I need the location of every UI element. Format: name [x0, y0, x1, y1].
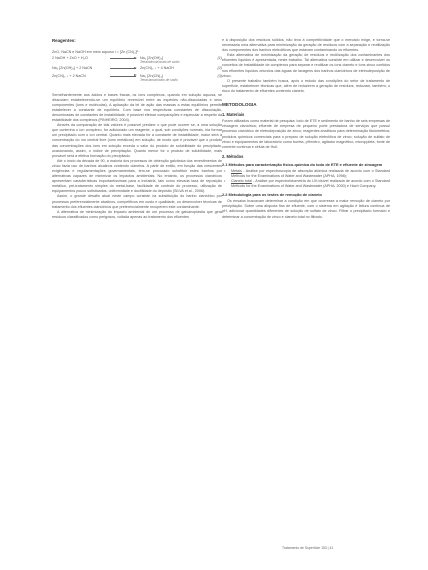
list-item: [222, 179, 390, 189]
reaction-3-lhs: Zn(CN)₂ ↓ + 2 NaCN: [52, 73, 86, 78]
reaction-3-rhs: Na₂ [Zn(CN)₄]: [140, 73, 163, 78]
paragraph: Através da comparação de tais valores é possível predizer o que pode ocorrer se, a uma solução que contenha o íon complexo, for adicionado um reagente, o qual, sob condições normais, iria formar um precipitado com o íon central. Quanto mais elevada for a constante de instabilidade, maior será a concentração do íon central livre (íons metálicos) em solução, de modo que é provável que o produto das concentrações dos íons em solução exceda o valor do produto de solubilidade do precipitado, ocasionando, assim, o índice de precipitação. Quanto menor for o produto de solubilidade, mais provável será a efetiva formação do precipitado.: [52, 123, 222, 158]
right-column: [222, 38, 390, 220]
list-item-text: - Análise por espectrofotometria do UV-visível realizada de acordo com o Standard Methods for the Examinations of Water and Wastewater (APHA, 2000) e Hach Company.: [231, 179, 390, 189]
arrow-right-icon: [110, 76, 136, 77]
paragraph: Assim, o grande desafio atual neste campo consiste na substituição do banho cianídrico por processos preferencialmente alcalinos, competitivos em custo e qualidade, ou desenvolver técnicas de tratamento dos efluentes cianídricos que preferencialmente recuperem este contaminante.: [52, 194, 222, 209]
section-heading-metodos: 2. Métodos: [222, 153, 244, 159]
reaction-2-rhs: Zn(CN)₂ ↓ + 4 NaOH: [140, 66, 174, 71]
bullet-icon: •: [224, 179, 226, 184]
paragraph: Foram utilizados como material de pesquisa: lodo de ETE e sedimento de banho de seis empresas de zincagem cianídrica; efluente de empresa de pequeno porte prestadora de serviços que possui processo cianídrico de eletrodeposição de zinco; reagentes analíticos para determinação titulométrica; produtos químicos comerciais para o preparo de solução eletrolítica de zinco; solução de sulfato de zinco e equipamentos de laboratório como bureta, pHmetro, agitador magnético, microppieta, fonte de corrente contínua e célula de Hull.: [222, 119, 390, 149]
left-column: [52, 38, 222, 220]
reaction-1-number: (1): [217, 56, 222, 61]
subsection-heading-2-1: 2.1 Métodos para caracterização físico-química do lodo de ETE e efluente de zincagem: [222, 161, 383, 167]
reactions-title: Reagentes:: [52, 38, 76, 43]
list-item-text: - Análise por espectroscopia de absorção atômica realizada de acordo com o Standard Methods for the Examinations of Water and Wastewater (APHA, 1998);: [231, 168, 390, 178]
reaction-1-rhs: Na₂ [Zn(OH)₄]: [140, 56, 164, 61]
section-heading-materiais: 1. Materiais: [222, 112, 245, 118]
list-item-term: Metais: [231, 168, 242, 173]
reaction-2-number: (2): [217, 66, 222, 71]
reaction-3: [52, 74, 222, 84]
paragraph: A alternativa de minimização do impacto ambiental de um processo de galvanoplastia que gera resíduos classificados como perigosos, voltada apenas ao tratamento dos efluentes: [52, 209, 222, 219]
paragraph: Até o início da década de 90, a maioria dos processos de obtenção galvânica dos revestimentos de zinco fazia uso de banhos alcalinos contendo cianetos. A partir de então, em função das crescentes exigências e regulamentações governamentais, tem-se procurado substituir estes banhos por alternativas capazes de minimizar os impactos ambientais. No entanto, os processos ciandrícos apresentam características importantíssimas para a indústria, tais como elevada taxa de reposição metálica, pré-tratamento simples do metal-base, facilidade de controle do processo, utilização de equipamentos pouco sofisticados, uniformidade e ductilidade do depósito (SILVA et al., 2006).: [52, 158, 222, 194]
paragraph: e à disposição dos resíduos sólidos, não leva à competitividade que o mercado exige, e torna-se necessária uma alternativa para minimização da geração de resíduos com a separação e reutilização dos componentes dos banhos eletrolíticos que estavam contaminando os efluentes.: [222, 38, 390, 53]
reaction-3-caption: Tetracianozincato de sódio: [140, 77, 178, 82]
arrow-right-icon: [110, 58, 136, 59]
reaction-1-lhs: 2 NaOH + ZnO + H₂O: [52, 56, 88, 61]
section-heading-metodologia: METODOLOGIA: [222, 102, 257, 108]
arrow-right-icon: [110, 68, 136, 69]
paragraph: Os ensaios buscavam determinar a condição em que ocorresse a maior remoção de cianeto por precipitação. Sobre uma alíquota fixa de efluente, com o sistema em agitação é leitura contínua de pH, adicionar quantidades diferentes de solução de sulfato de zinco. Filtrar o precipitado formado e determinar a concentração de zinco e cianeto total no filtrado.: [222, 199, 390, 219]
list-item-term: Cianeto total: [231, 179, 252, 184]
reaction-3-number: (3): [217, 73, 222, 78]
subsection-heading-2-2: 2.2 Metodologia para os testes de remoção de cianeto: [222, 192, 322, 198]
reaction-intro: ZnO, NaCN e NaOH em meio aquoso l = [Zn (CN)₄]²⁻: [52, 50, 140, 55]
reaction-1-caption: Tetrahidroxizincato de sódio: [140, 60, 180, 65]
reaction-2: [52, 66, 222, 74]
reaction-1: [52, 56, 222, 66]
paragraph: Semelhantemente aos ácidos e bases fracas, os íons complexos, quando em solução aquosa, se dissociam estabelecendo-se um equilíbrio reversível entre as espécies não-dissociadas e seus componentes (íons e moléculas). A aplicação da lei de ação das massas a estas equilíbrios permite estabelecer a constante de equilíbrio. Com base nos respectivas constantes de dissociação, denominadas de constantes de instabilidade, é possível efetuar comparações e especular a respeito da estabilidade dos complexos (PINHEIRO, 2004).: [52, 92, 222, 123]
page-footer: Tratamento de Superfície 153 | 41: [282, 546, 334, 550]
list-item: [222, 169, 390, 179]
paragraph: Esta alternativa de minimização da geração de resíduos e reutilização dos contaminantes dos efluentes líquidos é apresentada, neste trabalho. Tal alternativa consiste em utilizar e desenvolver os conceitos de instabilidade de complexos para separar e reutilizar os íons cianeto e íons zinco contidos nos efluentes líquidos oriundos das águas de lavagens dos banhos cianídricos de eletrodeposição de zinco.: [222, 53, 390, 78]
bullet-icon: •: [224, 168, 226, 173]
reaction-2-lhs: Na₂ [Zn(OH)₄] + 2 NaCN: [52, 66, 93, 71]
paragraph: O presente trabalho também busca, após o estudo das condições do setor de tratamento de superfície, estabelecer técnicas que, além de reduzirem a geração de resíduos, reduzam, também, o risco do tratamento de efluentes contendo cianeto.: [222, 78, 390, 93]
